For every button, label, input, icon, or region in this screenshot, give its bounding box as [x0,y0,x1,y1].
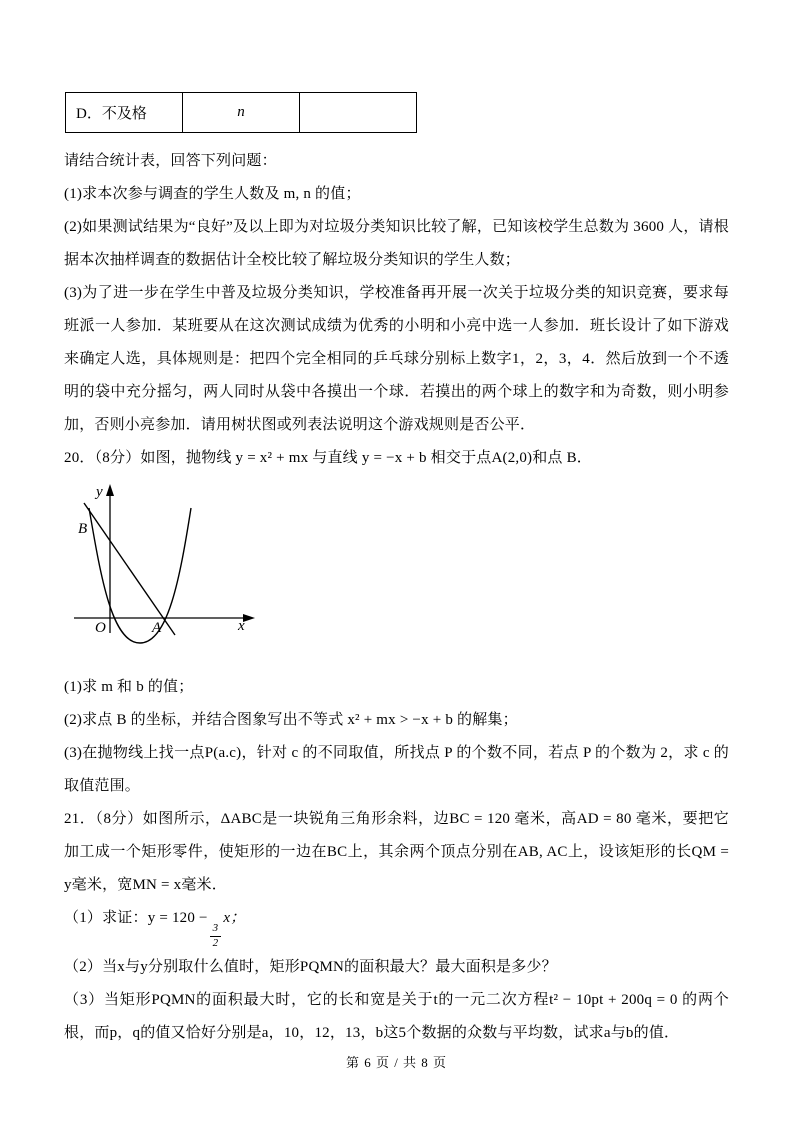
fraction-three-halves [210,922,222,951]
q20-title: 20．（8分）如图，抛物线 y = x² + mx 与直线 y = −x + b 相交于点A(2,0)和点 B． [64,450,592,466]
q19-part2: (2)如果测试结果为“良好”及以上即为对垃圾分类知识比较了解，已知该校学生总数为 3600 人，请根据本次抽样调查的数据估计全校比较了解垃圾分类知识的学生人数； [64,219,729,268]
q19-part1: (1)求本次参与调查的学生人数及 m, n 的值； [64,186,361,202]
q20-part3: (3)在抛物线上找一点P(a.c)，针对 c 的不同取值，所找点 P 的个数不同，若点 P 的个数为 2，求 c 的取值范围。 [64,745,729,794]
q21-part1 [64,902,729,951]
q21-part3: （3）当矩形PQMN的面积最大时，它的长和宽是关于t的一元二次方程t² − 10pt + 200q = 0 的两个根，而p，q的值又恰好分别是a，10，12，13，b这5个数据的众数与平均数，试求a与b的值． [64,991,729,1041]
q19-intro: 请结合统计表，回答下列问题： [64,153,277,169]
table-cell-grade-d: D．不及格 [66,93,183,133]
q20-part1: (1)求 m 和 b 的值； [64,679,194,695]
q21-part1-suffix: x； [223,910,246,926]
table-cell-n-value: n [183,93,300,133]
x-axis-arrow-icon [243,614,255,622]
grade-statistics-table [65,92,417,133]
table-cell-empty [300,93,417,133]
point-a-label: A [152,620,162,636]
q21-part2: （2）当x与y分别取什么值时，矩形PQMN的面积最大？最大面积是多少？ [64,958,557,975]
q21-part1-prefix: （1）求证：y = 120 − [64,910,208,926]
origin-label: O [95,620,106,636]
line-graph [84,503,175,635]
y-axis-arrow-icon [106,484,114,496]
table-row [66,93,417,133]
point-b-label: B [78,521,88,537]
q19-part3: (3)为了进一步在学生中普及垃圾分类知识，学校准备再开展一次关于垃圾分类的知识竞赛，要求每班派一人参加．某班要从在这次测试成绩为优秀的小明和小亮中选一人参加．班长设计了如下游戏来确定人选，具体规则是：把四个完全相同的乒乓球分别标上数字1，2，3，4．然后放到一个不透明的袋中充分摇匀，两人同时从袋中各摸出一个球．若摸出的两个球上的数字和为奇数，则小明参加，否则小亮参加．请用树状图或列表法说明这个游戏规则是否公平． [64,285,729,433]
fraction-denominator: 2 [212,936,219,949]
q20-graph-svg [70,483,280,665]
page-footer: 第 6 页 / 共 8 页 [345,1055,448,1070]
fraction-numerator: 3 [210,922,222,937]
q20-graph-figure [70,483,729,665]
q20-part2: (2)求点 B 的坐标，并结合图象写出不等式 x² + mx > −x + b 的解集； [64,712,518,728]
x-axis-label: x [238,618,245,634]
q21-title: 21．（8分）如图所示，ΔABC是一块锐角三角形余料，边BC = 120 毫米，高AD = 80 毫米，要把它加工成一个矩形零件，使矩形的一边在BC上，其余两个顶点分别在AB, AC上，设该矩形的长QM = y毫米，宽MN = x毫米． [64,811,729,893]
y-axis-label: y [96,484,103,500]
